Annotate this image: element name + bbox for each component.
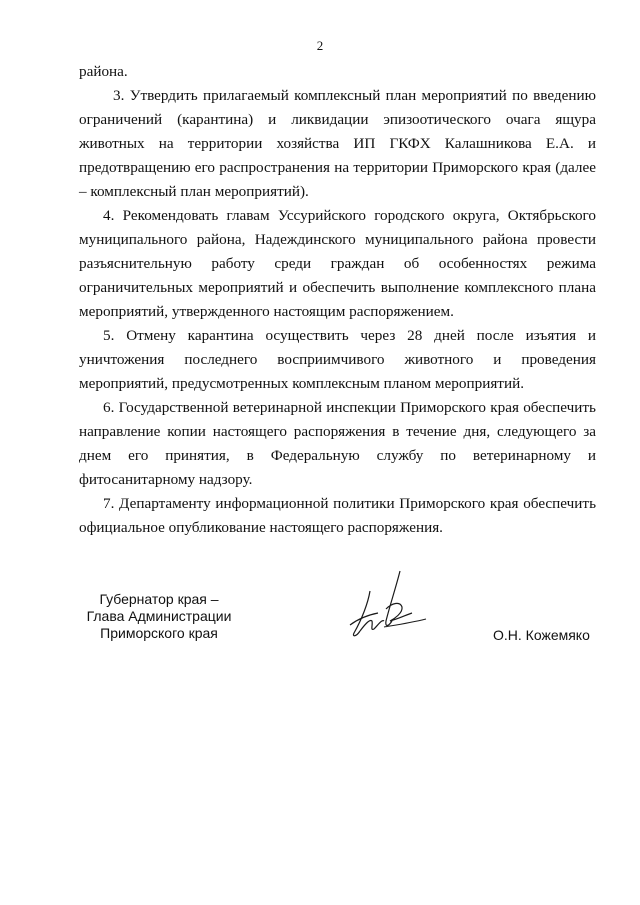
signatory-name: О.Н. Кожемяко <box>493 627 590 643</box>
position-line-2: Глава Администрации <box>86 608 232 624</box>
page-number: 2 <box>316 38 324 53</box>
paragraph-item-3: 3. Утвердить прилагаемый комплексный план мероприятий по введению ограничений (карантина) и ликвидации эпизоотического очага ящура животных на территории хозяйства ИП ГКФХ Калашникова Е.А. и предотвращению его распространения на территории Приморского края (далее – комплексный план мероприятий). <box>79 87 596 200</box>
position-line-3: Приморского края <box>100 625 218 641</box>
signature-block <box>0 591 640 671</box>
position-line-1: Губернатор края – <box>99 591 219 607</box>
document-body <box>79 60 596 540</box>
paragraph-item-6: 6. Государственной ветеринарной инспекции Приморского края обеспечить направление копии настоящего распоряжения в течение дня, следующего за днем его принятия, в Федеральную службу по ветеринарному и фитосанитарному надзору. <box>79 399 596 488</box>
paragraph-continuation: района. <box>79 63 128 80</box>
paragraph-item-5: 5. Отмену карантина осуществить через 28 дней после изъятия и уничтожения последнего восприимчивого животного и проведения мероприятий, предусмотренных комплексным планом мероприятий. <box>79 327 596 392</box>
paragraph-item-4: 4. Рекомендовать главам Уссурийского городского округа, Октябрьского муниципального района, Надеждинского муниципального района провести разъяснительную работу среди граждан об особенностях режима ограничительных мероприятий и обеспечить выполнение комплексного плана мероприятий, утвержденного настоящим распоряжением. <box>79 207 596 320</box>
signatory-position <box>74 591 244 642</box>
paragraph-item-7: 7. Департаменту информационной политики Приморского края обеспечить официальное опубликование настоящего распоряжения. <box>79 495 596 536</box>
handwritten-signature-icon <box>340 569 430 651</box>
